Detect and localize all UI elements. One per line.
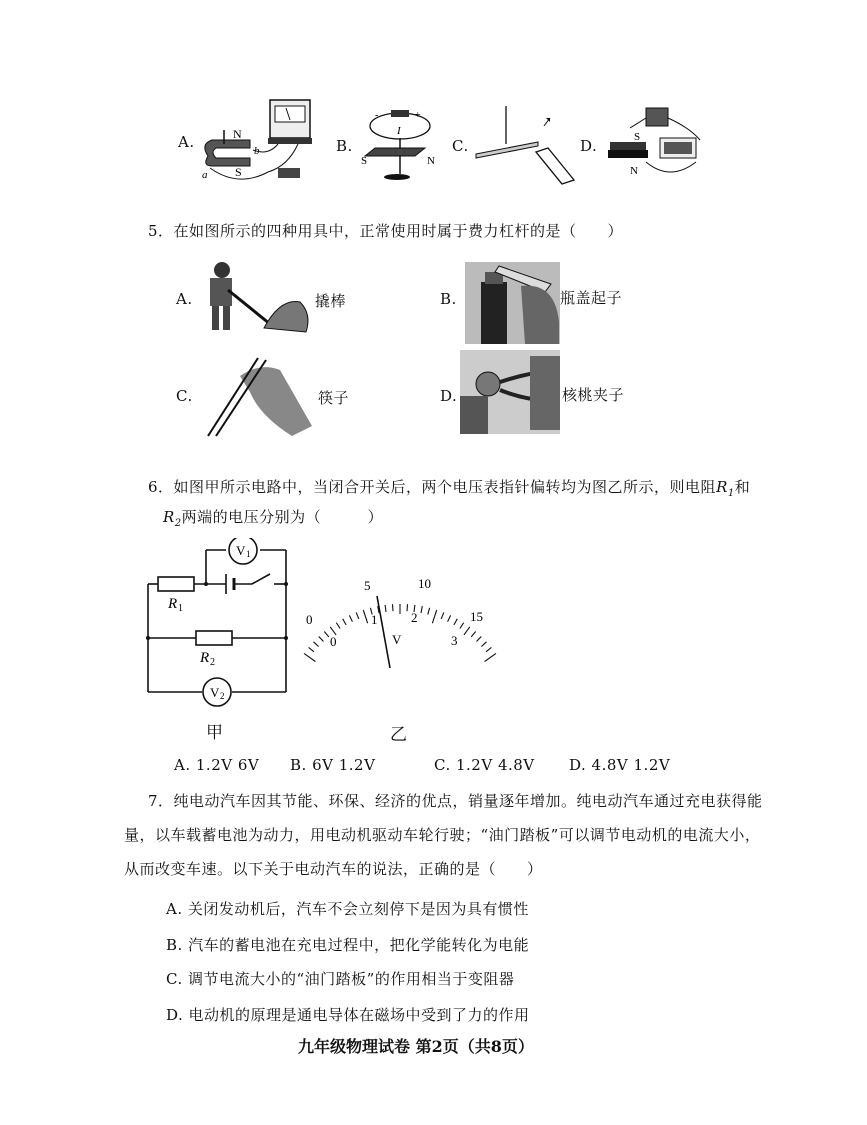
meter-scale-tick: [448, 615, 451, 621]
meter-scale-tick: [385, 605, 386, 612]
q4-a-b-label: b: [254, 145, 260, 157]
q5-option-c-label: 筷子: [318, 389, 350, 407]
meter-scale-tick: [421, 606, 422, 613]
q4-a-S-label: S: [235, 165, 242, 179]
q6-lower-scale-0: 0: [330, 634, 337, 649]
q6-circuit-r1-sub: 1: [178, 603, 183, 614]
q6-upper-scale-10: 10: [418, 576, 431, 591]
q6-upper-scale-5: 5: [364, 578, 371, 593]
q4-option-d-letter: D.: [580, 137, 598, 155]
meter-scale-tick: [464, 627, 470, 635]
meter-scale-tick: [309, 647, 314, 651]
q6-stem-r1-sub: 1: [727, 488, 735, 499]
meter-scale-tick: [486, 647, 491, 651]
svg-text:+: +: [415, 110, 421, 121]
meter-scale-tick: [481, 642, 486, 647]
q6-meter-needle: [377, 596, 390, 668]
meter-scale-tick: [336, 623, 340, 629]
q6-stem-line1: [148, 476, 750, 499]
q5-option-a-label: 撬棒: [315, 292, 347, 310]
meter-scale-tick: [460, 623, 464, 629]
q4-figure-b-coil-compass: [355, 98, 445, 186]
q5-question-stem: 5．在如图所示的四种用具中，正常使用时属于费力杠杆的是（ ）: [148, 222, 624, 240]
meter-scale-tick: [324, 632, 329, 637]
q6-circuit-r1-label: R: [168, 596, 178, 612]
meter-scale-tick: [471, 632, 476, 637]
q6-stem-r1: R: [716, 478, 728, 496]
meter-scale-tick: [477, 637, 482, 642]
q6-option-c: C. 1.2V 4.8V: [434, 756, 535, 774]
q4-option-c-letter: C.: [452, 137, 469, 155]
q4-option-b-letter: B.: [336, 137, 353, 155]
q5-option-a-letter: A.: [176, 290, 193, 308]
meter-scale-tick: [343, 619, 346, 625]
q7-option-c: C. 调节电流大小的“油门踏板”的作用相当于变阻器: [166, 970, 515, 988]
q4-option-a-letter: A.: [178, 133, 195, 151]
q6-upper-scale-0: 0: [306, 612, 313, 627]
meter-scale-tick: [485, 653, 496, 661]
meter-scale-tick: [393, 604, 394, 611]
meter-scale-tick: [441, 612, 444, 619]
q6-circuit-diagram: [140, 538, 300, 708]
q7-option-b: B. 汽车的蓄电池在充电过程中，把化学能转化为电能: [166, 936, 530, 954]
meter-scale-tick: [319, 637, 324, 642]
q4-b-N-label: N: [427, 155, 435, 167]
q5-image-chopsticks: [200, 356, 315, 438]
q5-image-nutcracker: [460, 350, 560, 434]
q7-stem-line3: 从而改变车速。以下关于电动汽车的说法，正确的是（ ）: [124, 860, 543, 878]
q5-image-crowbar: [200, 258, 315, 336]
q6-option-a: A. 1.2V 6V: [174, 756, 260, 774]
q6-stem-line2: [163, 506, 383, 529]
q6-v1-label: V: [236, 543, 246, 558]
q5-option-d-letter: D.: [440, 387, 458, 405]
q5-option-b-letter: B.: [440, 290, 457, 308]
q6-option-d: D. 4.8V 1.2V: [569, 756, 671, 774]
q6-option-b: B. 6V 1.2V: [290, 756, 376, 774]
q6-voltmeter-dial: [300, 572, 500, 672]
q5-image-bottle-opener: [465, 262, 560, 344]
q6-stem-line2-text: 两端的电压分别为（ ）: [181, 508, 384, 526]
q6-stem-r2-sub: 2: [174, 518, 182, 529]
meter-scale-tick: [304, 653, 315, 661]
q6-stem-and: 和: [734, 478, 751, 496]
q6-v2-label: V: [210, 685, 220, 700]
q4-a-N-label: N: [233, 127, 242, 141]
q6-lower-scale-3: 3: [451, 633, 458, 648]
q6-lower-scale-1: 1: [371, 612, 378, 627]
meter-scale-tick: [428, 608, 430, 615]
q4-d-S-label: S: [634, 131, 641, 143]
meter-scale-tick: [314, 642, 319, 647]
q6-circuit-caption: 甲: [206, 723, 223, 743]
q5-option-d-label: 核桃夹子: [562, 386, 625, 404]
q6-upper-scale-15: 15: [470, 609, 483, 624]
q4-figure-c-magnet-needle: [470, 104, 580, 188]
q7-option-a: A. 关闭发动机后，汽车不会立刻停下是因为具有惯性: [166, 900, 529, 918]
q4-a-a-label: a: [202, 169, 208, 181]
page-footer: 九年级物理试卷 第2页（共8页）: [298, 1037, 534, 1056]
meter-scale-tick: [356, 612, 359, 619]
q6-circuit-r2-label: R: [200, 650, 210, 666]
q7-option-d: D. 电动机的原理是通电导体在磁场中受到了力的作用: [166, 1006, 530, 1024]
q6-v1-sub: 1: [246, 549, 251, 559]
meter-scale-tick: [454, 619, 457, 625]
meter-scale-tick: [349, 615, 352, 621]
q5-option-b-label: 瓶盖起子: [560, 289, 623, 307]
q6-meter-unit: V: [392, 632, 402, 647]
meter-scale-tick: [363, 610, 367, 623]
meter-scale-tick: [407, 604, 408, 611]
meter-scale-tick: [432, 610, 436, 623]
q4-b-I-label: I: [397, 125, 401, 137]
q5-option-c-letter: C.: [176, 387, 193, 405]
q7-stem-line2: 量，以车载蓄电池为动力，用电动机驱动车轮行驶；“油门踏板”可以调节电动机的电流大小，: [124, 826, 761, 844]
q6-stem-text: 6．如图甲所示电路中，当闭合开关后，两个电压表指针偏转均为图乙所示，则电阻: [148, 478, 717, 496]
q6-stem-r2: R: [163, 508, 175, 526]
q4-b-S-label: S: [361, 155, 368, 167]
q6-lower-scale-2: 2: [411, 610, 418, 625]
q4-figure-a-galvanometer-magnet: [198, 96, 328, 188]
q7-stem-line1: 7．纯电动汽车因其节能、环保、经济的优点，销量逐年增加。纯电动汽车通过充电获得能: [148, 792, 763, 810]
q4-figure-d-motor-battery: [600, 98, 710, 188]
q6-v2-sub: 2: [220, 691, 225, 701]
q6-meter-caption: 乙: [390, 725, 407, 745]
q6-circuit-r2-sub: 2: [210, 657, 215, 668]
svg-text:-: -: [375, 110, 379, 121]
q4-d-N-label: N: [630, 165, 638, 177]
